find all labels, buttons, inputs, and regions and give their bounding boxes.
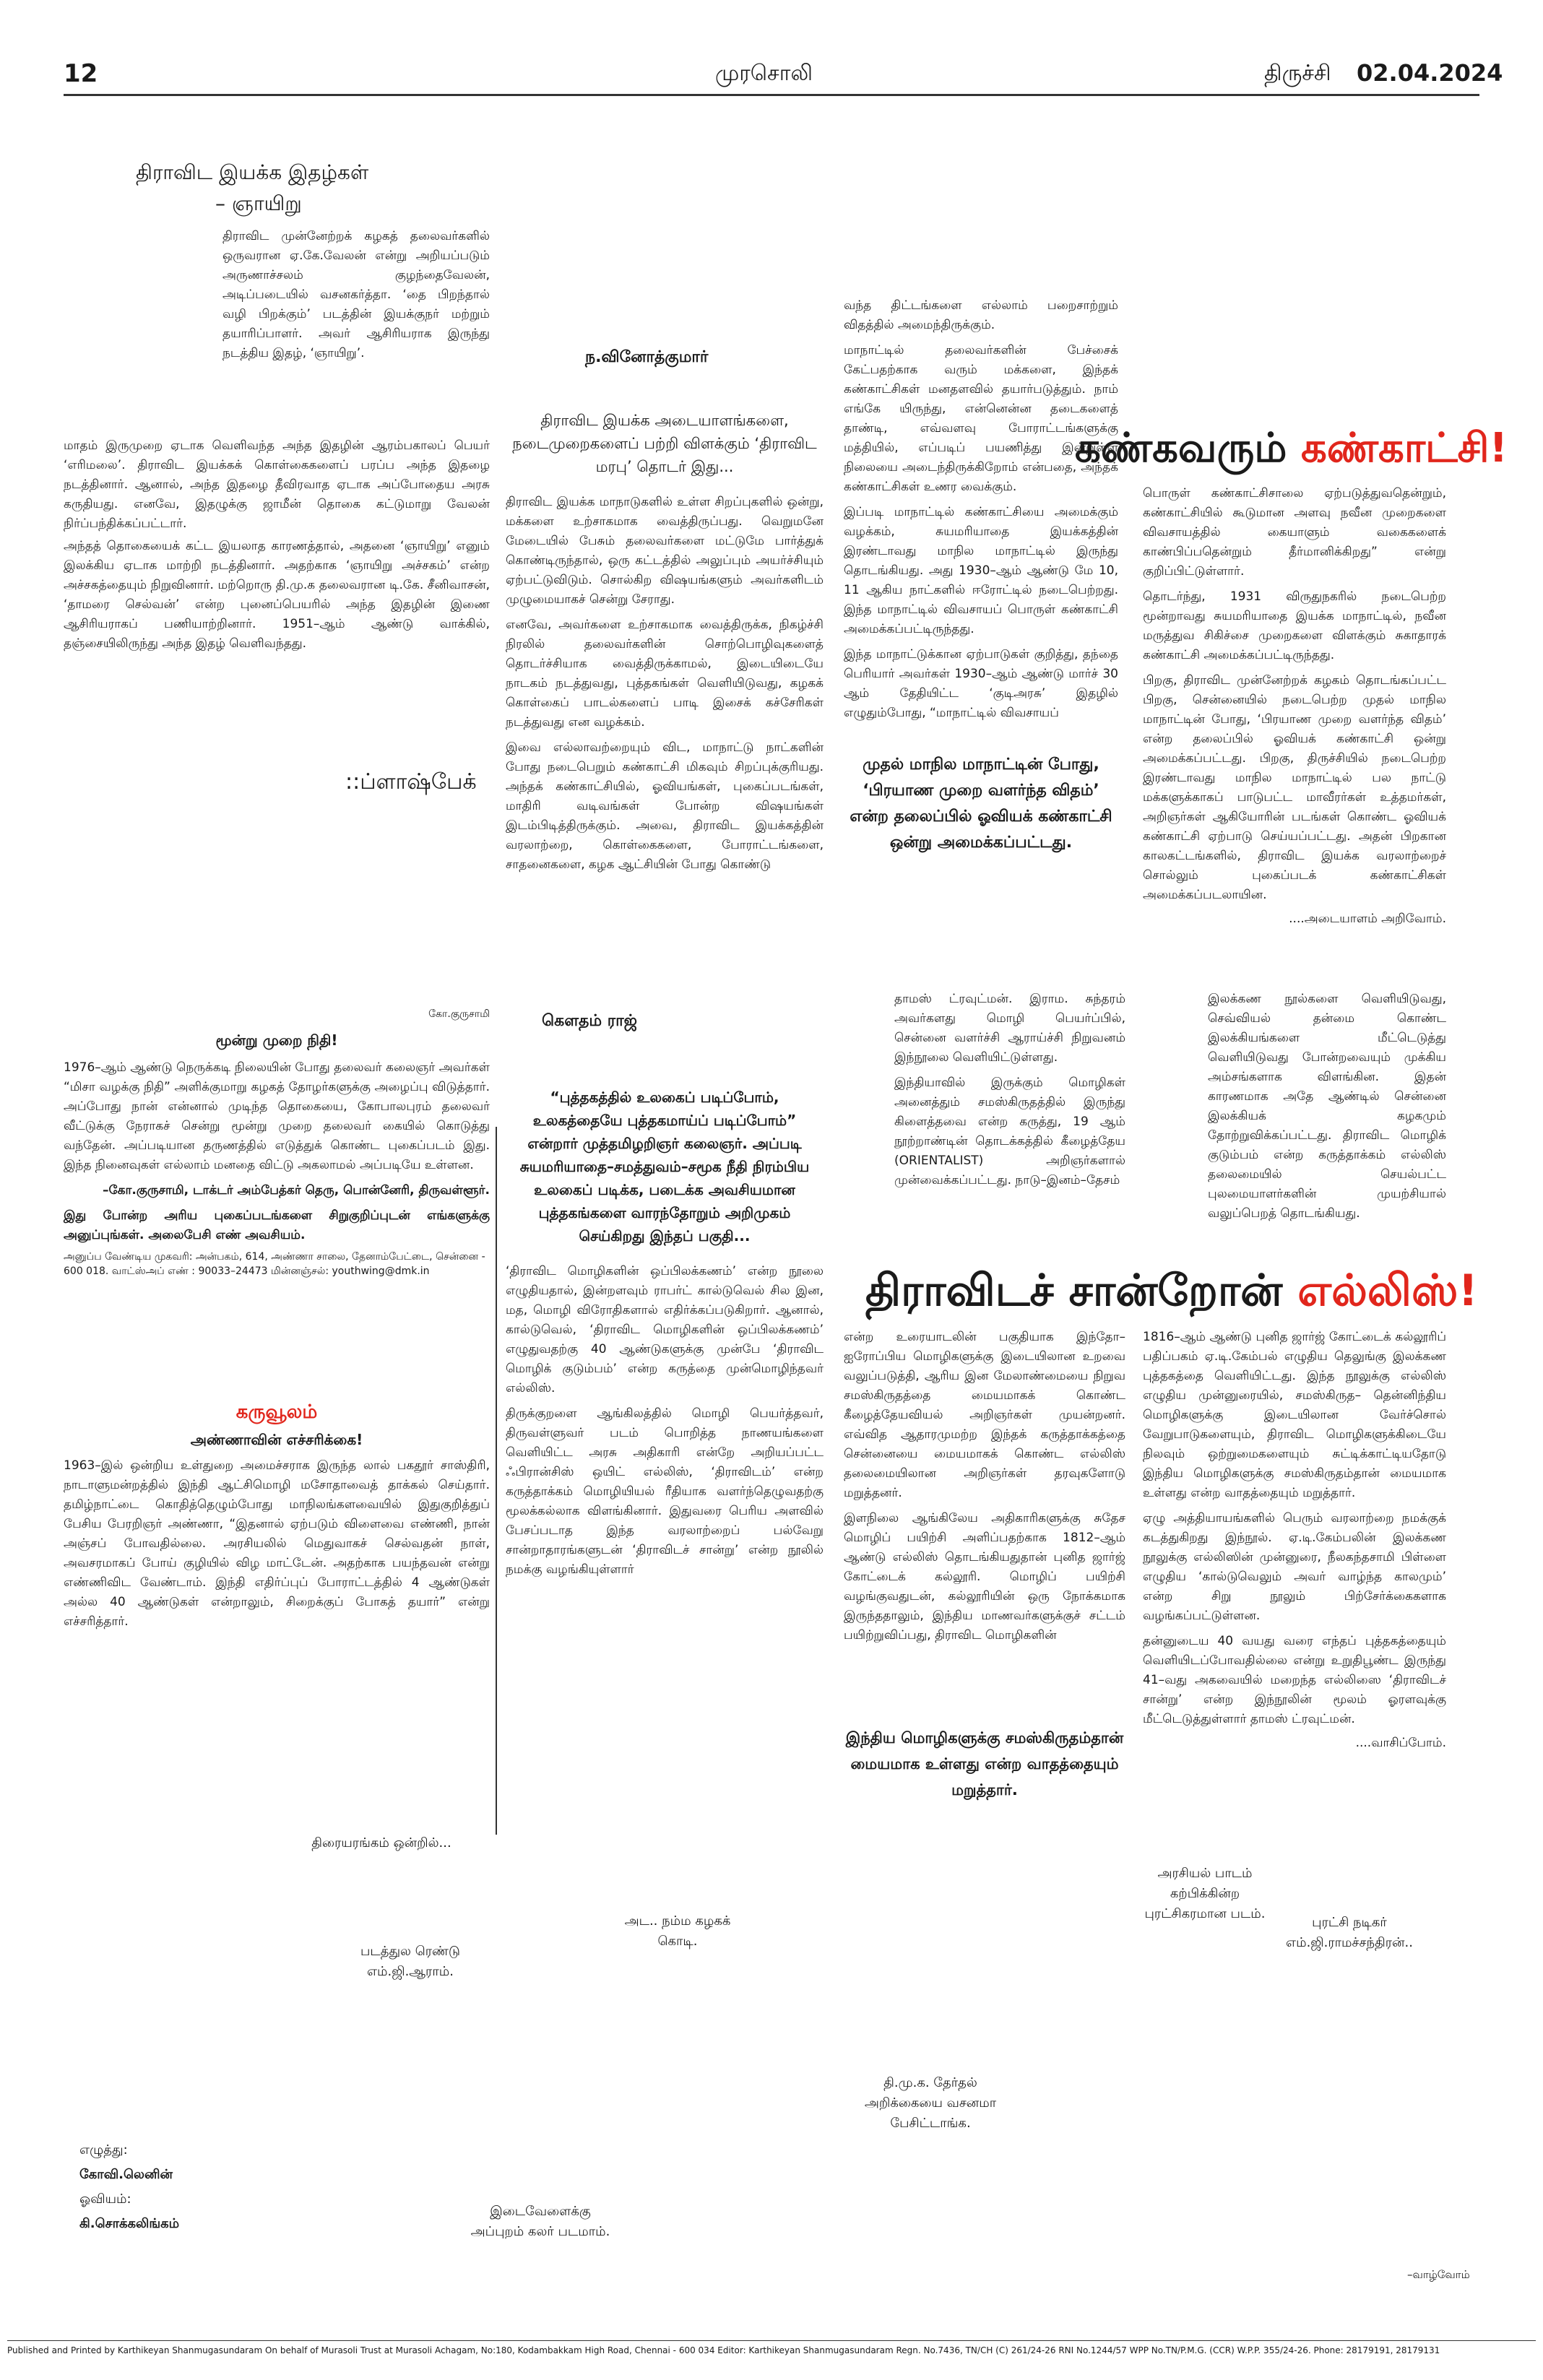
article-paragraph: மாதம் இருமுறை ஏடாக வெளிவந்த அந்த இதழின் ஆரம்பகாலப் பெயர் ‘எரிமலை’. திராவிட இயக்கக் கொள்கைகளைப் பரப்ப அந்த இதழை நடத்தினார். ஆனால், அந்த இதழை தீவிரவாத ஏடாக அப்போதைய அரசு கருதியது. எனவே, இதழுக்கு ஜாமீன் தொகை கட்டுமாறு வேலன் நிர்ப்பந்திக்கப்பட்டார். [64,438,490,531]
headline-black: கண்கவரும் [1075,425,1287,472]
column-2 [506,108,824,1580]
callout: முதல் மாநில மாநாட்டின் போது, ‘பிரயாண முறை வளர்ந்த விதம்’ என்ற தலைப்பில் ஓவியக் கண்காட்சி ஒன்று அமைக்கப்பட்டது. [850,756,1112,852]
page-number: 12 [64,59,98,88]
article-paragraph: ‘திராவிட மொழிகளின் ஒப்பிலக்கணம்’ என்ற நூலை எழுதியதால், இன்றளவும் ராபர்ட் கால்டுவெல் சில இன, மத, மொழி விரோதிகளால் எதிர்க்கப்படுகிறார். ஆனால், கால்டுவெல், ‘திராவிட மொழிகளின் ஒப்பிலக்கணம்’ எழுதுவதற்கு 40 ஆண்டுகளுக்கு முன்பே ‘திராவிட மொழிக் குடும்பம்’ என்ற கருத்தை முன்மொழிந்தவர் எல்லிஸ். [506,1264,824,1395]
article-paragraph: மாநாட்டில் தலைவர்களின் பேச்சைக் கேட்பதற்காக வரும் மக்களை, இந்தக் கண்காட்சிகள் மனதளவில் தயார்படுத்தும். நாம் எங்கே யிருந்து, என்னென்ன தடைகளைத் தாண்டி, எவ்வளவு போராட்டங்களுக்கு மத்தியில், எப்படிப் பயணித்து இன்றுள்ள நிலையை அடைந்திருக்கிறோம் என்பதை, அந்தக் கண்காட்சிகள் உணர வைக்கும். [844,343,1118,494]
article-signature: –கோ.குருசாமி, டாக்டர் அம்பேத்கர் தெரு, பொன்னேரி, திருவள்ளூர். [103,1183,490,1198]
credit-artist: கி.சொக்கலிங்கம் [79,2216,180,2231]
edition-date: 02.04.2024 [1357,59,1503,87]
credit-label: எழுத்து: [79,2142,128,2158]
submission-notice: இது போன்ற அரிய புகைப்படங்களை சிறுகுறிப்புடன் எங்களுக்கு அனுப்புங்கள். அலைபேசி எண் அவசியம். [64,1208,490,1242]
article-paragraph: வந்த திட்டங்களை எல்லாம் பறைசாற்றும் விதத்தில் அமைந்திருக்கும். [844,298,1118,332]
article-paragraph: தொடர்ந்து, 1931 விருதுநகரில் நடைபெற்ற மூன்றாவது சுயமரியாதை இயக்க மாநாட்டில், நவீன மருத்துவ சிகிச்சை முறைகளை விளக்கும் சுகாதாரக் கண்காட்சி அமைக்கப்பட்டிருந்தது. [1143,589,1446,662]
article-paragraph: ஏழு அத்தியாயங்களில் பெரும் வரலாற்றை நமக்குக் கடத்துகிறது இந்நூல். ஏ.டி.கேம்பலின் இலக்கண நூலுக்கு எல்லிஸின் முன்னுரை, நீலகந்தசாமி பிள்ளை எழுதிய ‘கால்டுவெலும் அவர் வாழ்ந்த காலமும்’ என்ற சிறு நூலும் பிற்சேர்க்கைகளாக வழங்கப்பட்டுள்ளன. [1143,1511,1446,1623]
column-1 [64,108,490,1632]
article-paragraph: பிறகு, திராவிட முன்னேற்றக் கழகம் தொடங்கப்பட்ட பிறகு, சென்னையில் நடைபெற்ற முதல் மாநில மாநாட்டின் போது, ‘பிரயாண முறை வளர்ந்த விதம்’ என்ற தலைப்பில் ஓவியக் கண்காட்சி ஒன்று அமைக்கப்பட்டது. பிறகு, திருச்சியில் நடைபெற்ற இரண்டாவது மாநில மாநாட்டில் பல நாட்டு மக்களுக்காகப் பாடுபட்ட மாவீரர்கள் உத்தமர்கள், அறிஞர்கள் ஆகியோரின் படங்கள் கொண்ட ஓவியக் கண்காட்சி ஏற்பாடு செய்யப்பட்டது. அதன் பிறகான காலகட்டங்களில், திராவிட இயக்க வரலாற்றைச் சொல்லும் புகைப்படக் கண்காட்சிகள் அமைக்கப்படலாயின. [1143,673,1446,902]
comic-caption: திரையரங்கம் ஒன்றில்... [311,1835,451,1851]
headline-red: கண்காட்சி! [1300,425,1508,472]
headline-exhibition [1075,425,1508,477]
article-paragraph: இவை எல்லாவற்றையும் விட, மாநாட்டு நாட்களின் போது நடைபெறும் கண்காட்சி மிகவும் சிறப்புக்குரியது. அந்தக் கண்காட்சியில், ஓவியங்கள், புகைப்படங்கள், மாதிரி வடிவங்கள் போன்ற விஷயங்கள் இடம்பிடித்திருக்கும். அவை, திராவிட இயக்கத்தின் வரலாற்றை, கொள்கைகளை, போராட்டங்களை, சாதனைகளை, கழக ஆட்சியின் போது கொண்டு [506,740,824,872]
article-paragraph: திராவிட இயக்க மாநாடுகளில் உள்ள சிறப்புகளில் ஒன்று, மக்களை உற்சாகமாக வைத்திருப்பது. வெறுமனே மேடையில் பேசும் தலைவர்களை மட்டுமே பார்த்துக் கொண்டிருந்தால், ஒரு கட்டத்தில் அலுப்பும் அயர்ச்சியும் ஏற்பட்டுவிடும். சொல்கிற விஷயங்களும் அவர்களிடம் முழுமையாகச் சென்று சேராது. [506,495,824,607]
article-signature: ....அடையாளம் அறிவோம். [1289,912,1446,926]
article-paragraph: இப்படி மாநாட்டில் கண்காட்சியை அமைக்கும் வழக்கம், சுயமரியாதை இயக்கத்தின் இரண்டாவது மாநில மாநாட்டில் இருந்து தொடங்கியது. அது 1930–ஆம் ஆண்டு மே 10, 11 ஆகிய நாட்களில் ஈரோட்டில் நடைபெற்றது. இந்த மாநாட்டில் விவசாயப் பொருள் கண்காட்சி அமைக்கப்பட்டிருந்தது. [844,505,1118,636]
callout: இந்திய மொழிகளுக்கு சமஸ்கிருதம்தான் மையமாக உள்ளது என்ற வாதத்தையும் மறுத்தார். [845,1729,1124,1799]
comic-caption: அரசியல் பாடம் கற்பிக்கின்ற புரட்சிகரமான படம். [1144,1866,1266,1921]
headline-black: திராவிடச் சான்றோன் [865,1265,1283,1316]
comic-caption: இடைவேளைக்கு அப்புறம் கலர் படமாம். [470,2204,610,2239]
article-paragraph: இலக்கண நூல்களை வெளியிடுவது, செவ்வியல் தன்மை கொண்ட இலக்கியங்களை மீட்டெடுத்து வெளியிடுவது போன்றவையும் முக்கிய அம்சங்களாக விளங்கின. இதன் காரணமாக அதே ஆண்டில் சென்னை இலக்கியக் கழகமும் தோற்றுவிக்கப்பட்டது. திராவிட மொழிக் குடும்பம் என்ற கருத்தாக்கம் எல்லிஸ் தலைமையில் செயல்பட்ட புலமையாளர்களின் முயற்சியால் வலுப்பெறத் தொடங்கியது. [1208,992,1446,1221]
article-paragraph: என்ற உரையாடலின் பகுதியாக இந்தோ–ஐரோப்பிய மொழிகளுக்கு இடையிலான உறவை வலுப்படுத்தி, ஆரிய இன மேலாண்மையை நிறுவ சமஸ்கிருதத்தை மையமாகக் கொண்ட கீழைத்தேயவியல் அறிஞர்கள் முயன்றனர். எவ்வித ஆதாரமுமற்ற இந்தக் கருத்தாக்கத்தை சென்னையை மையமாகக் கொண்ட எல்லிஸ் தலைமையிலான அறிஞர்கள் தரவுகளோடு மறுத்தனர். [844,1330,1125,1500]
article-deck: திராவிட இயக்க அடையாளங்களை, நடைமுறைகளைப் பற்றி விளக்கும் ‘திராவிட மரபு’ தொடர் இது... [512,412,817,475]
article-paragraph: இந்த மாநாட்டுக்கான ஏற்பாடுகள் குறித்து, தந்தை பெரியார் அவர்கள் 1930–ஆம் ஆண்டு மார்ச் 30 ஆம் தேதியிட்ட ‘குடிஅரசு’ இதழில் எழுதும்போது, “மாநாட்டில் விவசாயப் [844,647,1118,720]
article-paragraph: எனவே, அவர்களை உற்சாகமாக வைத்திருக்க, நிகழ்ச்சி நிரலில் தலைவர்களின் சொற்பொழிவுகளைத் தொடர்ச்சியாக வைத்திருக்காமல், இடையிடையே நாடகம் நடத்துவது, புத்தகங்கள் வெளியிடுவது, கழகக் கொள்கைப் பாடல்களைப் பாடி இசைக் கச்சேரிகள் நடத்துவது என வழக்கம். [506,618,824,730]
comic-caption: படத்துல ரெண்டு எம்.ஜி.ஆராம். [360,1944,460,1979]
photo-credit: கோ.குருசாமி [428,1008,490,1020]
footer-imprint: Published and Printed by Karthikeyan Shanmugasundaram On behalf of Murasoli Trust at Murasoli Achagam, No:180, Kodambakkam High Road, Chennai - 600 034 Editor: Karthikeyan Shanmugasundaram Regn. No.7436, TN/CH (C) 261/24-26 RNI No.1244/57 WPP No.TN/P.M.G. (CCR) W.P.P. 355/24-26. Phone: 28179191, 28179131 [7,2345,1440,2355]
article-paragraph: தாமஸ் ட்ரவுட்மன். இராம. சுந்தரம் அவர்களது மொழி பெயர்ப்பில், சென்னை வளர்ச்சி ஆராய்ச்சி நிறுவனம் இந்நூலை வெளியிட்டுள்ளது. [894,992,1125,1065]
article-paragraph: இளநிலை ஆங்கிலேய அதிகாரிகளுக்கு சுதேச மொழிப் பயிற்சி அளிப்பதற்காக 1812–ஆம் ஆண்டு எல்லிஸ் தொடங்கியதுதான் புனித ஜார்ஜ் கோட்டைக் கல்லூரி. மொழிப் பயிற்சி வழங்குவதுடன், கல்லூரியின் ஒரு நோக்கமாக இருந்ததாலும், இந்திய மாணவர்களுக்குச் சட்டம் பயிற்றுவிப்பது, திராவிட மொழிகளின் [844,1511,1125,1643]
article-paragraph: திராவிட முன்னேற்றக் கழகத் தலைவர்களில் ஒருவரான ஏ.கே.வேலன் என்று அறியப்படும் அருணாச்சலம் குழந்தைவேலன், அடிப்படையில் வசனகர்த்தா. ‘தை பிறந்தால் வழி பிறக்கும்’ படத்தின் இயக்குநர் மற்றும் தயாரிப்பாளர். அவர் ஆசிரியராக இருந்து நடத்திய இதழ், ‘ஞாயிறு’. [222,229,490,360]
edition-city: திருச்சி [1264,61,1331,86]
article-paragraph: 1816–ஆம் ஆண்டு புனித ஜார்ஜ் கோட்டைக் கல்லூரிப் பதிப்பகம் ஏ.டி.கேம்பல் எழுதிய தெலுங்கு இலக்கண புத்தகத்தை வெளியிட்டது. இந்த நூலுக்கு எல்லிஸ் எழுதிய முன்னுரையில், சமஸ்கிருத– தென்னிந்திய மொழிகளுக்கு இடையிலான வேர்ச்சொல் வேறுபாடுகளையும், திராவிட மொழிகளுக்கிடையே நிலவும் ஒற்றுமைகளையும் சுட்டிக்காட்டியதோடு இந்திய மொழிகளுக்கு சமஸ்கிருதம்தான் மையமாக உள்ளது என்ற வாதத்தையும் மறுத்தார். [1143,1330,1446,1500]
headline-red: எல்லிஸ்! [1297,1265,1478,1316]
article-paragraph: இந்தியாவில் இருக்கும் மொழிகள் அனைத்தும் சமஸ்கிருதத்தில் இருந்து கிளைத்தவை என்ற கருத்து, 19 ஆம் நூற்றாண்டின் தொடக்கத்தில் கீழைத்தேய (ORIENTALIST) அறிஞர்களால் முன்வைக்கப்பட்டது. நாடு–இனம்–தேசம் [894,1076,1125,1187]
submission-address: அனுப்ப வேண்டிய முகவரி: அன்பகம், 614, அண்ணா சாலை, தேனாம்பேட்டை, சென்னை - 600 018. வாட்ஸ்அப் எண் : 90033–24473 மின்னஞ்சல்: youthwing@dmk.in [64,1251,485,1277]
article-paragraph: திருக்குறளை ஆங்கிலத்தில் மொழி பெயர்த்தவர், திருவள்ளுவர் படம் பொறித்த நாணயங்களை வெளியிட்ட அரசு அதிகாரி என்றே அறியப்பட்ட ஃபிரான்சிஸ் ஒயிட் எல்லிஸ், ‘திராவிடம்’ என்ற கருத்தாக்கம் மொழியியல் ரீதியாக வளர்ந்தெழுவதற்கு மூலக்கல்லாக விளங்கினார். இதுவரை பெரிய அளவில் பேசப்படாத இந்த வரலாற்றைப் பல்வேறு சான்றாதாரங்களுடன் ‘திராவிடச் சான்று’ என்ற நூலில் நமக்கு வழங்கியுள்ளார் [506,1406,824,1577]
credit-writer: கோவி.லெனின் [79,2167,173,2182]
column-4-bottom [1143,1328,1446,1753]
section-heading: மூன்று முறை நிதி! [215,1031,338,1049]
credit-label: ஓவியம்: [79,2191,131,2207]
byline: ந.வினோத்குமார் [585,348,709,366]
article-paragraph: தன்னுடைய 40 வயது வரை எந்தப் புத்தகத்தையும் வெளியிடப்போவதில்லை என்று உறுதிபூண்ட இருந்து 41–வது அகவையில் மறைந்த எல்லிஸை ‘திராவிடச் சான்று’ என்ற இந்நூலின் மூலம் ஓரளவுக்கு மீட்டெடுத்துள்ளார் தாமஸ் ட்ரவுட்மன். [1143,1634,1446,1726]
comic-caption: அட.. நம்ம கழகக் கொடி. [624,1913,731,1949]
newspaper-name: முரசொலி [715,61,813,86]
article-subheading: – ஞாயிறு [215,191,302,215]
pull-quote: “புத்தகத்தில் உலகைப் படிப்போம், உலகத்தையே புத்தகமாய்ப் படிப்போம்” என்றார் முத்தமிழறிஞர் கலைஞர். அப்படி சுயமரியாதை–சமத்துவம்–சமூக நீதி நிரம்பிய உலகைப் படிக்க, படைக்க அவசியமான புத்தகங்களை வாரந்தோறும் அறிமுகம் செய்கிறது இந்தப் பகுதி... [519,1089,810,1245]
flashback-label: ::ப்ளாஷ்பேக் [345,769,477,795]
photo-placeholder [64,227,222,436]
column-4-lower [1143,990,1446,1224]
comic-caption: தி.மு.க. தேர்தல் அறிக்கையை வசனமா பேசிட்டாங்க. [864,2075,997,2131]
section-label: கருவூலம் [235,1401,318,1423]
column-3-lower [844,990,1125,1190]
comic-credit [79,2138,224,2236]
comic-end: –வாழ்வோம் [1407,2268,1470,2281]
article-signature: ....வாசிப்போம். [1355,1736,1446,1750]
column-4 [1143,484,1446,929]
masthead [0,0,1543,88]
comic-caption: புரட்சி நடிகர் எம்.ஜி.ராமச்சந்திரன்.. [1286,1915,1413,1950]
headline-ellis [865,1265,1478,1322]
article-heading: திராவிட இயக்க இதழ்கள் [136,160,369,184]
byline: கௌதம் ராஜ் [542,1012,637,1030]
article-paragraph: பொருள் கண்காட்சிசாலை ஏற்படுத்துவதென்றும், கண்காட்சியில் கூடுமான அளவு நவீன முறைகளை விவசாயத்தில் கையாளும் வகைகளைக் காண்பிப்பதென்றும் தீர்மானிக்கிறது” என்று குறிப்பிட்டுள்ளார். [1143,486,1446,579]
column-3 [844,296,1118,856]
footer-rule [7,2340,1536,2341]
article-paragraph: அந்தத் தொகையைக் கட்ட இயலாத காரணத்தால், அதனை ‘ஞாயிறு’ எனும் இலக்கிய ஏடாக மாற்றி நடத்தினார். அதற்காக ‘ஞாயிறு அச்சகம்’ என்ற அச்சகத்தையும் நிறுவினார். மற்றொரு தி.மு.க தலைவரான டி.கே. சீனிவாசன், ‘தாமரை செல்வன்’ என்ற புனைப்பெயரில் அந்த இதழின் இணை ஆசிரியராகப் பணியாற்றினார். 1951–ஆம் ஆண்டு வாக்கில், தஞ்சையிலிருந்து அந்த இதழ் வெளிவந்தது. [64,539,490,651]
column-3-bottom [844,1328,1125,1803]
comic-strip [64,1820,1479,2282]
masthead-rule [64,94,1479,96]
section-heading: அண்ணாவின் எச்சரிக்கை! [190,1431,363,1448]
column-divider [496,1127,497,1835]
article-paragraph: 1963–இல் ஒன்றிய உள்துறை அமைச்சராக இருந்த லால் பகதூர் சாஸ்திரி, நாடாளுமன்றத்தில் இந்தி ஆட்சிமொழி மசோதாவைத் தாக்கல் செய்தார். தமிழ்நாட்டை கொதித்தெழும்போது மாநிலங்களவையில் இதுகுறித்துப் பேசிய பேரறிஞர் அண்ணா, “இதனால் ஏற்படும் விளைவை எண்ணி, நான் அஞ்சப் போவதில்லை. அரசியலில் மெதுவாகச் செல்வதன் நாள், அவசரமாகப் போய் குழியில் விழ மாட்டேன். அதற்காக பயந்தவன் என்று எண்ணிவிட வேண்டாம். இந்தி எதிர்ப்புப் போராட்டத்தில் 4 ஆண்டுகள் அல்ல 40 ஆண்டுகள் என்றாலும், சிறைக்குப் போகத் தயார்” என்று எச்சரித்தார். [64,1458,490,1629]
article-paragraph: 1976–ஆம் ஆண்டு நெருக்கடி நிலையின் போது தலைவர் கலைஞர் அவர்கள் “மிசா வழக்கு நிதி” அளிக்குமாறு கழகத் தோழர்களுக்கு அழைப்பு விடுத்தார். அப்போது நான் என்னால் முடிந்த தொகையை, கோபாலபுரம் தலைவர் வீட்டுக்கு நேராகச் சென்று மூன்று முறை தலைவர் கையில் கொடுத்து வந்தேன். அப்படியான தருணத்தில் எடுத்துக் கொண்ட புகைப்படம் இது. இந்த நினைவுகள் எல்லாம் மனதை விட்டு அகலாமல் அப்படியே உள்ளன. [64,1060,490,1172]
